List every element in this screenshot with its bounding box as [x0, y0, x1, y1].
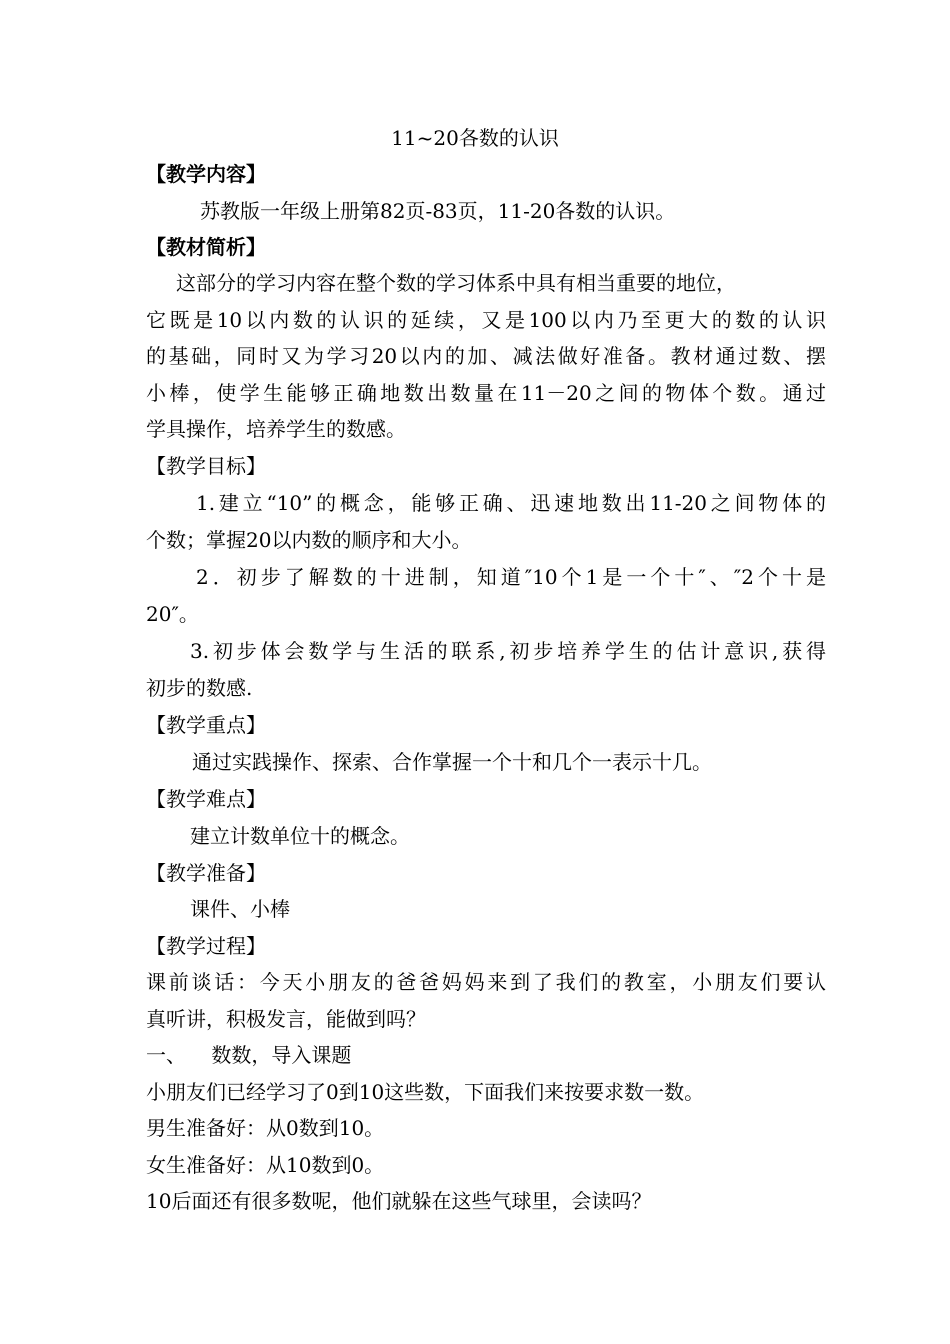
key-heading: 【教学重点】	[146, 713, 266, 737]
difficulty-text: 建立计数单位十的概念。	[190, 824, 410, 848]
process-line: 女生准备好：从10数到0。	[146, 1153, 385, 1177]
process-line: 课前谈话：今天小朋友的爸爸妈妈来到了我们的教室，小朋友们要认	[146, 970, 826, 994]
process-line: 小朋友们已经学习了0到10这些数，下面我们来按要求数一数。	[146, 1080, 705, 1104]
process-line: 一、 数数，导入课题	[146, 1043, 352, 1067]
goal-1-line: 1.建立“10”的概念，能够正确、迅速地数出11-20之间物体的	[196, 491, 826, 515]
analysis-line: 这部分的学习内容在整个数的学习体系中具有相当重要的地位，	[176, 271, 736, 295]
goals-heading: 【教学目标】	[146, 454, 266, 478]
document-title: 11~20各数的认识	[391, 126, 559, 150]
content-heading: 【教学内容】	[146, 162, 266, 186]
analysis-line: 它既是10以内数的认识的延续，又是100以内乃至更大的数的认识	[146, 308, 826, 332]
prep-heading: 【教学准备】	[146, 861, 266, 885]
goal-1-line: 个数；掌握20以内数的顺序和大小。	[146, 528, 472, 552]
analysis-line: 小棒，使学生能够正确地数出数量在11－20之间的物体个数。通过	[146, 381, 826, 405]
analysis-line: 的基础，同时又为学习20以内的加、减法做好准备。教材通过数、摆	[146, 344, 826, 368]
analysis-line: 学具操作，培养学生的数感。	[146, 417, 406, 441]
process-line: 男生准备好：从0数到10。	[146, 1116, 385, 1140]
goal-2-line: 20″。	[146, 602, 199, 626]
goal-2-line: 2．初步了解数的十进制，知道″10个1是一个十″、″2个十是	[196, 565, 826, 589]
goal-3-line: 3.初步体会数学与生活的联系,初步培养学生的估计意识,获得	[190, 639, 826, 663]
content-text: 苏教版一年级上册第82页-83页，11-20各数的认识。	[200, 199, 676, 223]
process-line: 真听讲，积极发言，能做到吗？	[146, 1007, 426, 1031]
process-heading: 【教学过程】	[146, 934, 266, 958]
difficulty-heading: 【教学难点】	[146, 787, 266, 811]
process-line: 10后面还有很多数呢，他们就躲在这些气球里，会读吗？	[146, 1189, 652, 1213]
analysis-heading: 【教材简析】	[146, 235, 266, 259]
goal-3-line: 初步的数感.	[146, 676, 253, 700]
key-text: 通过实践操作、探索、合作掌握一个十和几个一表示十几。	[192, 750, 712, 774]
prep-text: 课件、小棒	[190, 897, 290, 921]
